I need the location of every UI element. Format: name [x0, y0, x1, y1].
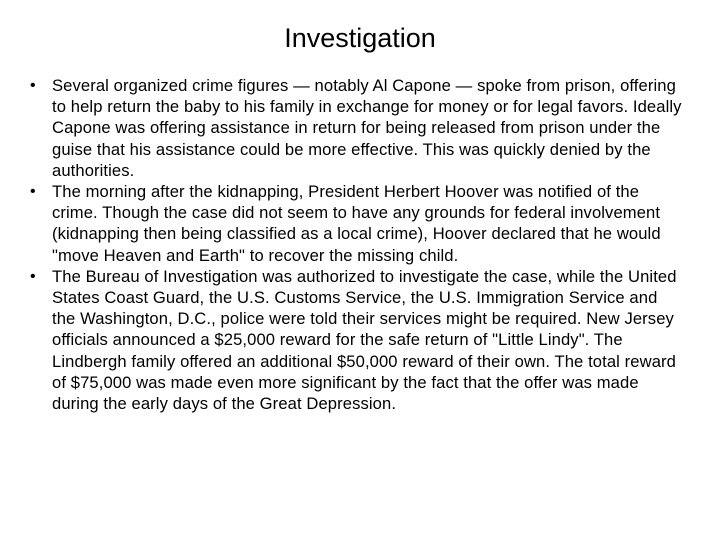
bullet-icon: • — [30, 183, 36, 201]
bullet-list — [30, 75, 684, 414]
bullet-item-bureau — [30, 266, 684, 414]
bullet-text: The morning after the kidnapping, President Herbert Hoover was notified of the crime. Though the case did not seem to have any grounds for federal involvement (kidnapping then being classified as a local crime), Hoover declared that he would "move Heaven and Earth" to recover the missing child. — [52, 182, 661, 265]
bullet-text: Several organized crime figures — notably Al Capone — spoke from prison, offering to help return the baby to his family in exchange for money or for legal favors. Ideally Capone was offering assistance in return for being released from prison under the guise that his assistance could be more effective. This was quickly denied by the authorities. — [52, 76, 682, 180]
bullet-item-capone — [30, 75, 684, 181]
bullet-icon: • — [30, 77, 36, 94]
slide-title: Investigation — [284, 23, 436, 53]
bullet-text: The Bureau of Investigation was authorized to investigate the case, while the United States Coast Guard, the U.S. Customs Service, the U.S. Immigration Service and the Washington, D.C., police were told their services might be required. New Jersey officials announced a $25,000 reward for the safe return of "Little Lindy". The Lindbergh family offered an additional $50,000 reward of their own. The total reward of $75,000 was made even more significant by the fact that the offer was made during the early days of the Great Depression. — [52, 266, 677, 414]
bullet-icon: • — [30, 267, 36, 285]
bullet-item-hoover — [30, 181, 684, 266]
